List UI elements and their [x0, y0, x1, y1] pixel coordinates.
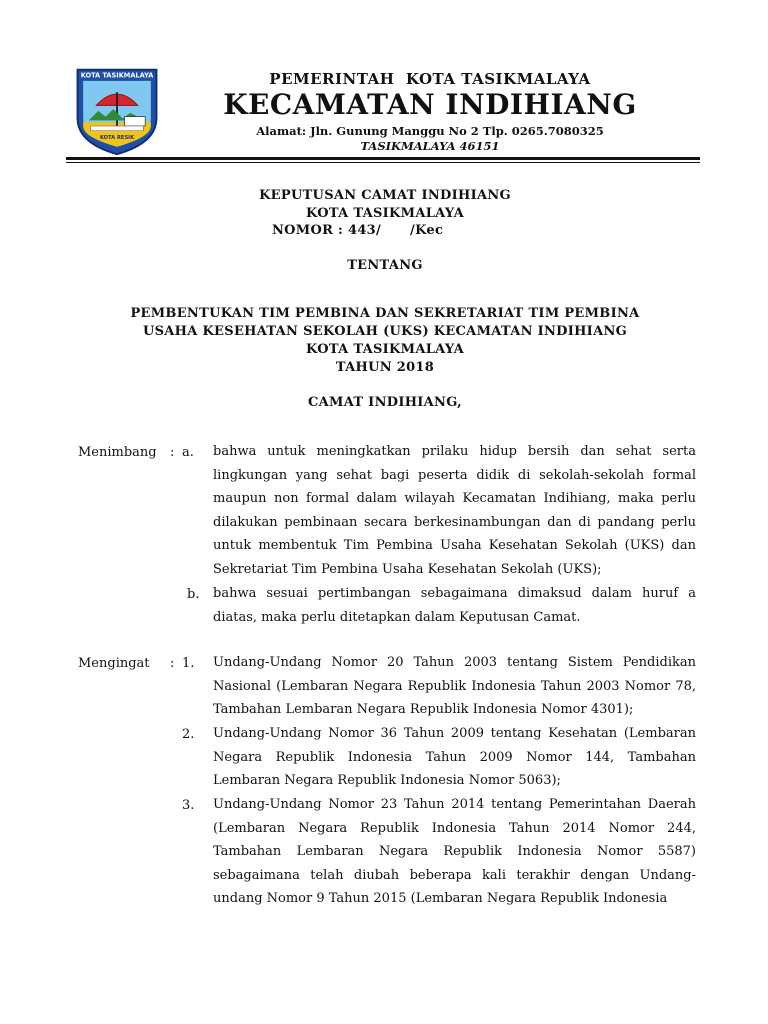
- letterhead-address: Alamat: Jln. Gunung Manggu No 2 Tlp. 0265.7080325: [256, 124, 604, 138]
- decree-subject-line3: KOTA TASIKMALAYA: [305, 342, 465, 357]
- menimbang-label: Menimbang: [78, 445, 157, 460]
- menimbang-item-b: bahwa sesuai pertimbangan sebagaimana dimaksud dalam huruf a diatas, maka perlu ditetapkan dalam Keputusan Camat.: [213, 586, 696, 625]
- mengingat-item-1: Undang-Undang Nomor 20 Tahun 2003 tentang Sistem Pendidikan Nasional (Lembaran Negara Republik Indonesia Tahun 2003 Nomor 78, Tambahan Lembaran Negara Republik Indonesia Nomor 4301);: [213, 655, 696, 718]
- menimbang-item-a: bahwa untuk meningkatkan prilaku hidup bersih dan sehat serta lingkungan yang sehat bagi peserta didik di sekolah-sekolah formal maupun non formal dalam wilayah Kecamatan Indihiang, maka perlu dilakukan pembinaan secara berkesinambungan dan di pandang perlu untuk membentuk Tim Pembina Usaha Kesehatan Sekolah (UKS) dan Sekretariat Tim Pembina Usaha Kesehatan Sekolah (UKS);: [213, 444, 696, 577]
- letterhead-divider-thin: [66, 162, 700, 163]
- decree-number: NOMOR : 443/ /Kec: [272, 223, 444, 238]
- mengingat-item-3: Undang-Undang Nomor 23 Tahun 2014 tentang Pemerintahan Daerah (Lembaran Negara Republik Indonesia Tahun 2014 Nomor 244, Tambahan Lembaran Negara Republik Indonesia Nomor 5587) sebagaimana telah diubah beberapa kali terakhir dengan Undang-undang Nomor 9 Tahun 2015 (Lembaran Negara Republik Indonesia: [213, 797, 696, 907]
- logo-text-bottom: KOTA RESIK: [99, 135, 135, 142]
- letterhead-government: PEMERINTAH KOTA TASIKMALAYA: [269, 70, 591, 88]
- city-emblem-logo: [70, 64, 164, 158]
- decree-subject-line4: TAHUN 2018: [335, 360, 435, 375]
- mengingat-marker-3: 3.: [182, 798, 195, 813]
- decree-title-line1: KEPUTUSAN CAMAT INDIHIANG: [259, 188, 511, 203]
- logo-text-top: KOTA TASIKMALAYA: [80, 71, 154, 80]
- letterhead-office: KECAMATAN INDIHIANG: [223, 88, 637, 121]
- mengingat-label: Mengingat: [78, 656, 150, 671]
- menimbang-colon: :: [170, 445, 175, 460]
- decree-subject-line1: PEMBENTUKAN TIM PEMBINA DAN SEKRETARIAT TIM PEMBINA: [130, 306, 640, 321]
- mengingat-item-2: Undang-Undang Nomor 36 Tahun 2009 tentang Kesehatan (Lembaran Negara Republik Indonesia Tahun 2009 Nomor 144, Tambahan Lembaran Negara Republik Indonesia Nomor 5063);: [213, 726, 696, 789]
- letterhead-divider-thick: [66, 157, 700, 160]
- decree-issuer: CAMAT INDIHIANG,: [307, 395, 462, 410]
- menimbang-marker-a: a.: [182, 445, 194, 460]
- decree-about: TENTANG: [347, 258, 423, 273]
- mengingat-marker-1: 1.: [182, 656, 195, 671]
- mengingat-colon: :: [170, 656, 175, 671]
- letterhead-city: TASIKMALAYA 46151: [360, 139, 500, 153]
- decree-subject-line2: USAHA KESEHATAN SEKOLAH (UKS) KECAMATAN INDIHIANG: [142, 324, 628, 339]
- menimbang-marker-b: b.: [187, 587, 200, 602]
- decree-title-line2: KOTA TASIKMALAYA: [305, 206, 465, 221]
- mengingat-marker-2: 2.: [182, 727, 195, 742]
